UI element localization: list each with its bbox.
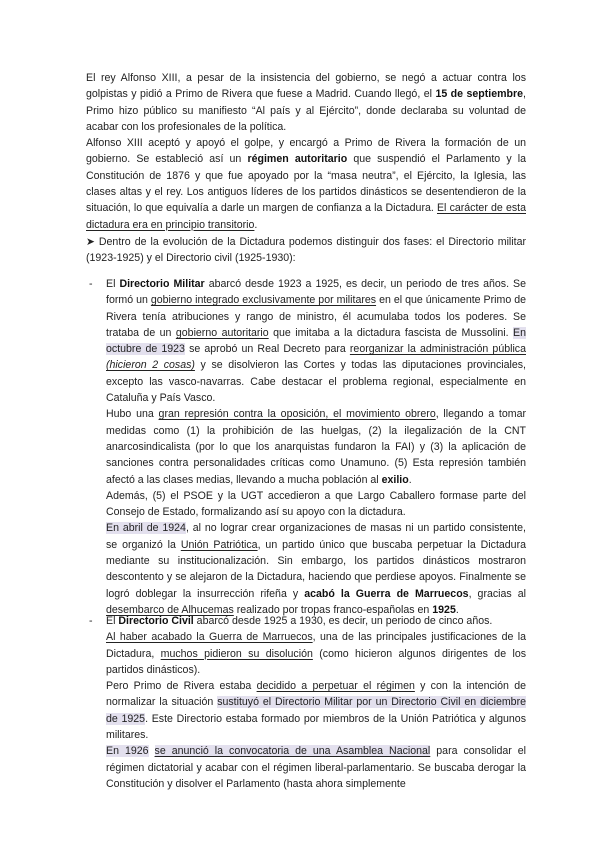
- underlined-text: decidido a perpetuar el régimen: [256, 680, 415, 693]
- bold-title: Directorio Civil: [118, 615, 194, 627]
- underlined-text: gobierno integrado exclusivamente por militares: [150, 294, 377, 307]
- text: que suspendió el Parlamento y la Constitución de 1876 y que fue apoyado por la “masa neutra”, el Ejército, la Iglesia, las clases altas y el rey. Los antiguos líderes de los partidos dinásticos se desentendieron de la situación, lo que equivalía a darle un margen de confianza a la Dictadura.: [86, 153, 527, 215]
- paragraph-psoe: Además, (5) el PSOE y la UGT accedieron a que Largo Caballero formase parte del Consejo de Estado, formalizando así su apoyo con la dictadura.: [106, 489, 526, 519]
- paragraph-militar-intro: [106, 276, 526, 406]
- bold-exile: exilio: [381, 473, 409, 486]
- text: . Este Directorio estaba formado por miembros de la Unión Patriótica y algunos militares.: [106, 712, 526, 742]
- text: realizado por tropas franco-españolas en: [233, 603, 433, 616]
- bold-title: Directorio Militar: [119, 278, 205, 290]
- text: .: [254, 218, 258, 231]
- text: , un partido único que buscaba perpetuar la Dictadura mediante su institucionalización. Sin embargo, los partidos dinásticos mostraron descontento y se alejaron de la Dictadura, haciendo que perdiese apoyos. Finalmente se logró doblegar la insurrección rifeña y: [106, 538, 526, 600]
- text: El: [106, 615, 119, 627]
- underlined-text: Al haber acabado la Guerra de Marruecos: [106, 631, 313, 644]
- text: y se disolvieron las Cortes y todas las diputaciones provinciales, excepto las vasco-navarras. Cabe destacar el problema regional, especialmente en Cataluña y País Vasco.: [106, 359, 526, 405]
- underlined-text: gran represión contra la oposición, el movimiento obrero: [158, 408, 436, 421]
- list-bullet: -: [89, 278, 93, 290]
- text: , una de las principales justificaciones de la Dictadura,: [106, 631, 526, 660]
- text: , Primo hizo público su manifiesto “Al país y al Ejército”, donde declaraba su voluntad de acabar con los profesionales de la política.: [86, 88, 526, 133]
- list-item-directorio-civil: [106, 613, 526, 792]
- paragraph-dissolution: [106, 629, 526, 678]
- underlined-text: gobierno autoritario: [175, 326, 269, 339]
- text: Pero Primo de Rivera estaba: [106, 680, 257, 693]
- text: [149, 745, 155, 757]
- paragraph-perpetuate: [106, 678, 526, 743]
- paragraph-regime: [86, 135, 526, 233]
- underlined-text: muchos pidieron su disolución: [160, 647, 313, 660]
- text: para consolidar el régimen dictatorial y acabar con el régimen liberal-parlamentario. Se buscaba derogar la Constitución y disolver el Parlamento (hasta ahora simplemente: [106, 745, 527, 790]
- intro-section: [86, 70, 526, 233]
- highlighted-text: sustituyó el Directorio Militar por un Directorio Civil en diciembre de 1925: [106, 696, 526, 725]
- text: El rey Alfonso XIII, a pesar de la insistencia del gobierno, se negó a actuar contra los golpistas y pidió a Primo de Rivera que fuese a Madrid. Cuando llegó, el: [86, 72, 526, 101]
- phases-section: [86, 234, 526, 267]
- list-bullet: -: [89, 615, 93, 627]
- highlighted-underlined-text: se anunció la convocatoria de una Asamblea Nacional: [154, 745, 431, 758]
- underlined-transitory: El carácter de esta dictadura era en principio transitorio: [86, 202, 526, 231]
- text: y con la intención de normalizar la situación: [106, 680, 526, 709]
- highlighted-date: En octubre de 1923: [106, 326, 526, 356]
- arrow-bullet-icon: ➤: [86, 236, 95, 248]
- text: El: [106, 278, 120, 290]
- paragraph-asamblea: [106, 743, 526, 792]
- list-item-directorio-militar: [106, 276, 526, 618]
- text: Alfonso XIII aceptó y apoyó el golpe, y encargó a Primo de Rivera la formación de un gobierno. Se estableció así un: [86, 137, 526, 166]
- bold-war-end: acabó la Guerra de Marruecos: [304, 587, 469, 600]
- text: , gracias al: [468, 587, 526, 600]
- underlined-text: reorganizar la administración pública: [349, 343, 526, 356]
- text: abarcó desde 1925 a 1930, es decir, un periodo de cinco años.: [193, 615, 493, 627]
- underlined-text: desembarco de Alhucemas: [106, 603, 234, 616]
- text: Hubo una: [106, 408, 159, 421]
- underlined-text: Unión Patriótica: [180, 538, 258, 551]
- text: en el que únicamente Primo de Rivera tenía atribuciones y rango de ministro, él acumulaba todos los poderes. Se trataba de un: [106, 294, 526, 339]
- bold-year: 1925: [432, 603, 456, 616]
- paragraph-repression: [106, 406, 526, 487]
- text: (como hicieron algunos dirigentes de los partidos dinásticos).: [106, 647, 527, 676]
- text: se aprobó un Real Decreto para: [184, 343, 350, 356]
- highlighted-date: En 1926: [106, 745, 149, 758]
- paragraph-civil-intro: [106, 613, 526, 629]
- text: que imitaba a la dictadura fascista de Mussolini.: [268, 326, 514, 339]
- text: .: [408, 473, 412, 486]
- text: abarcó desde 1923 a 1925, es decir, un periodo de tres años. Se formó un: [106, 278, 526, 307]
- text: , llegando a tomar medidas como (1) la prohibición de las huelgas, (2) la ilegalización de la CNT anarcosindicalista (por lo que los anarquistas fundaron la FAI) y (3) la aplicación de sanciones contra personalidades críticas como Unamuno. (5) Esta represión también afectó a las clases medias, llevando a mucha población al: [106, 408, 526, 486]
- underlined-italic-note: (hicieron 2 cosas): [106, 359, 195, 372]
- text: Dentro de la evolución de la Dictadura podemos distinguir dos fases: el Directorio militar (1923-1925) y el Directorio civil (1925-1930):: [86, 236, 526, 265]
- bold-date: 15 de septiembre: [435, 88, 524, 101]
- text: .: [455, 603, 459, 616]
- highlighted-date: En abril de 1924: [106, 522, 186, 535]
- bold-regime: régimen autoritario: [247, 153, 348, 166]
- text: , al no lograr crear organizaciones de masas ni un partido consistente, se organizó la: [106, 522, 526, 551]
- paragraph-phases: [86, 234, 526, 267]
- paragraph-manifesto: [86, 70, 526, 135]
- paragraph-union-patriotica: [106, 520, 526, 618]
